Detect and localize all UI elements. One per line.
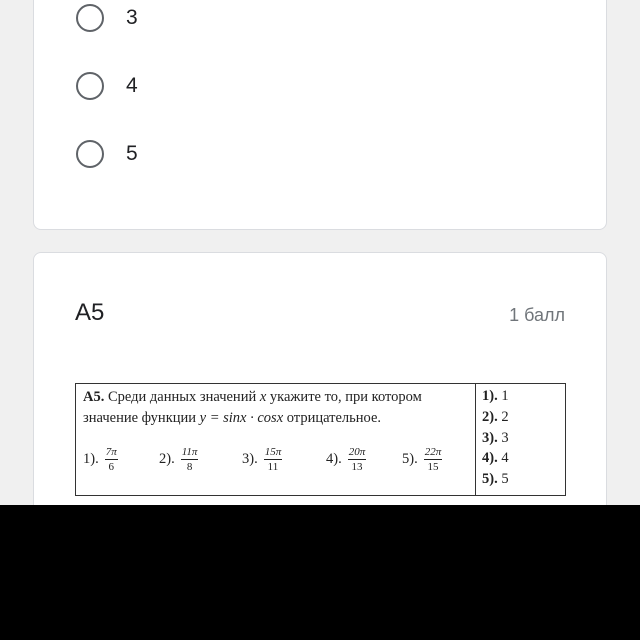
fraction-option-1 [83,446,118,473]
answer-item [482,428,509,449]
fraction-option-5 [402,446,442,473]
fraction-denominator: 6 [108,461,114,473]
radio-option-3[interactable] [76,1,138,35]
answer-value: 4 [501,450,509,467]
answer-value: 3 [501,429,509,446]
answer-index: 2). [482,408,498,425]
radio-option-4[interactable] [76,69,138,103]
table-divider [475,384,476,495]
option-label: 3 [126,6,138,29]
fraction [181,446,199,473]
radio-circle-icon[interactable] [76,4,104,32]
text-part-2: укажите то, при котором значение функции [83,389,422,426]
fraction-numerator: 15π [264,446,282,458]
fraction-option-2 [159,446,198,473]
radio-option-5[interactable] [76,137,138,171]
answer-index: 1). [482,388,498,404]
fraction-denominator: 8 [186,461,193,473]
answer-index: 4). [482,450,498,467]
radio-circle-icon[interactable] [76,72,104,100]
question-title: A5 [75,299,105,326]
black-overlay-area [0,505,640,640]
fraction-numerator: 20π [348,446,366,458]
answer-value: 2 [501,408,509,425]
fraction-option-3 [242,446,282,473]
fraction-index: 4). [326,451,342,467]
answer-index: 5). [482,471,498,488]
question-image [75,383,566,496]
question-points: 1 балл [509,305,565,325]
variable-x: x [259,389,267,405]
question-card-previous [33,0,607,230]
answer-item [482,448,509,469]
problem-label: A5. [83,389,105,405]
fraction-numerator: 7π [105,446,117,458]
fraction-numerator: 22π [424,446,442,458]
function-formula: y = sinx · cosx [199,410,284,426]
answer-value: 1 [501,388,509,404]
fraction-denominator: 11 [267,461,279,473]
fraction-option-4 [326,446,366,473]
question-text [83,387,475,429]
answer-item [482,407,509,428]
answer-value: 5 [501,471,509,488]
text-part-3: отрицательное. [286,410,382,426]
fraction [264,446,283,473]
fraction-denominator: 15 [427,461,439,473]
option-label: 5 [126,142,138,165]
option-label: 4 [126,74,138,97]
answer-index: 3). [482,429,498,446]
text-part-1: Среди данных значений [107,389,257,405]
fraction [348,446,367,473]
radio-circle-icon[interactable] [76,140,104,168]
answer-list [482,386,509,490]
fraction-index: 1). [83,451,99,467]
fraction-index: 3). [242,451,258,467]
fraction-denominator: 13 [351,461,363,473]
answer-item [482,386,509,407]
fraction-index: 2). [159,451,175,467]
answer-item [482,469,509,490]
fraction [105,446,118,473]
fraction-numerator: 11π [181,446,198,458]
fraction-index: 5). [402,451,418,467]
fraction [424,446,443,473]
